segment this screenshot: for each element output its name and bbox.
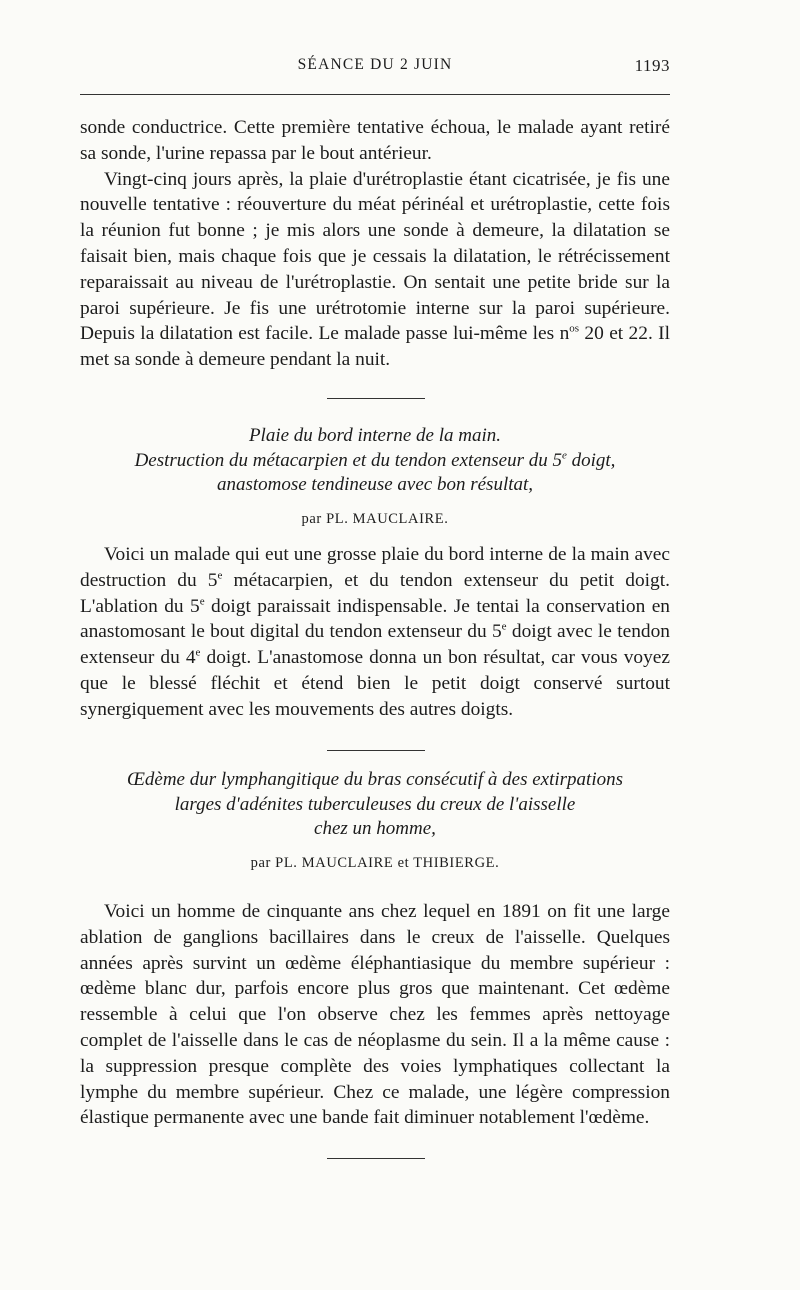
article-title-line: larges d'adénites tuberculeuses du creux de l'aisselle (174, 793, 576, 815)
superscript: e (199, 595, 205, 608)
text-run: doigt paraissait indispensable. Je tentai la conservation en anastomosant le bout digital du tendon extenseur du 5 (80, 595, 670, 643)
paragraph: sonde conductrice. Cette première tentative échoua, le malade ayant retiré sa sonde, l'urine repassa par le bout antérieur. (80, 117, 670, 164)
superscript: os (569, 322, 580, 335)
running-title: SÉANCE DU 2 JUIN (297, 56, 453, 73)
page-number: 1193 (634, 56, 670, 75)
text-run: doigt, (566, 449, 616, 471)
continued-text (80, 115, 670, 373)
article-title-line: Œdème dur lymphangitique du bras consécutif à des extirpations (126, 769, 624, 790)
paragraph: Voici un homme de cinquante ans chez lequel en 1891 on fit une large ablation de ganglions bacillaires dans le creux de l'aisselle. Quelques années après survint un œdème éléphantiasique du membre supérieur : œdème blanc dur, parfois encore plus gros que maintenant. Cet œdème ressemble à celui que l'on observe chez les femmes après nettoyage complet de l'aisselle dans le cas de néoplasme du sein. Il a la même cause : la suppression presque complète des voies lymphatiques collectant la lymphe du membre supérieur. Chez ce malade, une légère compression élastique permanente avec une bande fait diminuer notablement l'œdème. (80, 901, 670, 1129)
text-run: métacarpien, et du tendon extenseur du petit doigt. L'ablation du 5 (80, 569, 670, 617)
text-run: doigt. L'anastomose donna un bon résultat, car vous voyez que le blessé fléchit et étend bien le petit doigt conservé surtout synergiquement avec les mouvements des autres doigts. (80, 647, 671, 720)
text-run: Destruction du métacarpien et du tendon extenseur du 5 (134, 449, 562, 471)
article-byline: par PL. MAUCLAIRE et THIBIERGE. (250, 854, 500, 871)
superscript: e (217, 569, 223, 582)
section-separator (327, 750, 425, 751)
superscript: e (501, 620, 507, 633)
superscript: e (561, 449, 567, 462)
article-title-line: chez un homme, (314, 818, 436, 840)
article-body (80, 542, 670, 723)
article-byline: par PL. MAUCLAIRE. (301, 510, 449, 527)
text-run: Vingt-cinq jours après, la plaie d'urétroplastie étant cicatrisée, je fis une nouvelle tentative : réouverture du méat périnéal et urétroplastie, cette fois la réunion fut bonne ; je mis alors une sonde à demeure, la dilatation se faisait bien, mais chaque fois que je cessais la dilatation, le rétrécissement reparaissait au niveau de l'urétroplastie. On sentait une petite bride sur la paroi supérieure. Je fis une urétrotomie interne sur la paroi supérieure. Depuis la dilatation est facile. Le malade passe lui-même les n (80, 168, 670, 345)
page-header (80, 56, 670, 86)
text-run: 20 et 22. Il met sa sonde à demeure pendant la nuit. (80, 323, 671, 371)
header-rule (80, 94, 670, 95)
article-body (80, 899, 670, 1131)
article-title-line (80, 449, 670, 474)
section-separator (327, 398, 425, 399)
article-title-block (80, 424, 670, 528)
article-title-line: anastomose tendineuse avec bon résultat, (216, 474, 534, 496)
superscript: e (195, 646, 201, 659)
paragraph (80, 542, 670, 723)
text-run: doigt avec le tendon extenseur du 4 (80, 621, 670, 669)
article-title-block (80, 768, 670, 872)
paragraph (80, 167, 670, 373)
article-title-line: Plaie du bord interne de la main. (248, 425, 502, 446)
section-separator (327, 1158, 425, 1159)
text-run: Voici un malade qui eut une grosse plaie du bord interne de la main avec destruction du 5 (80, 544, 670, 591)
